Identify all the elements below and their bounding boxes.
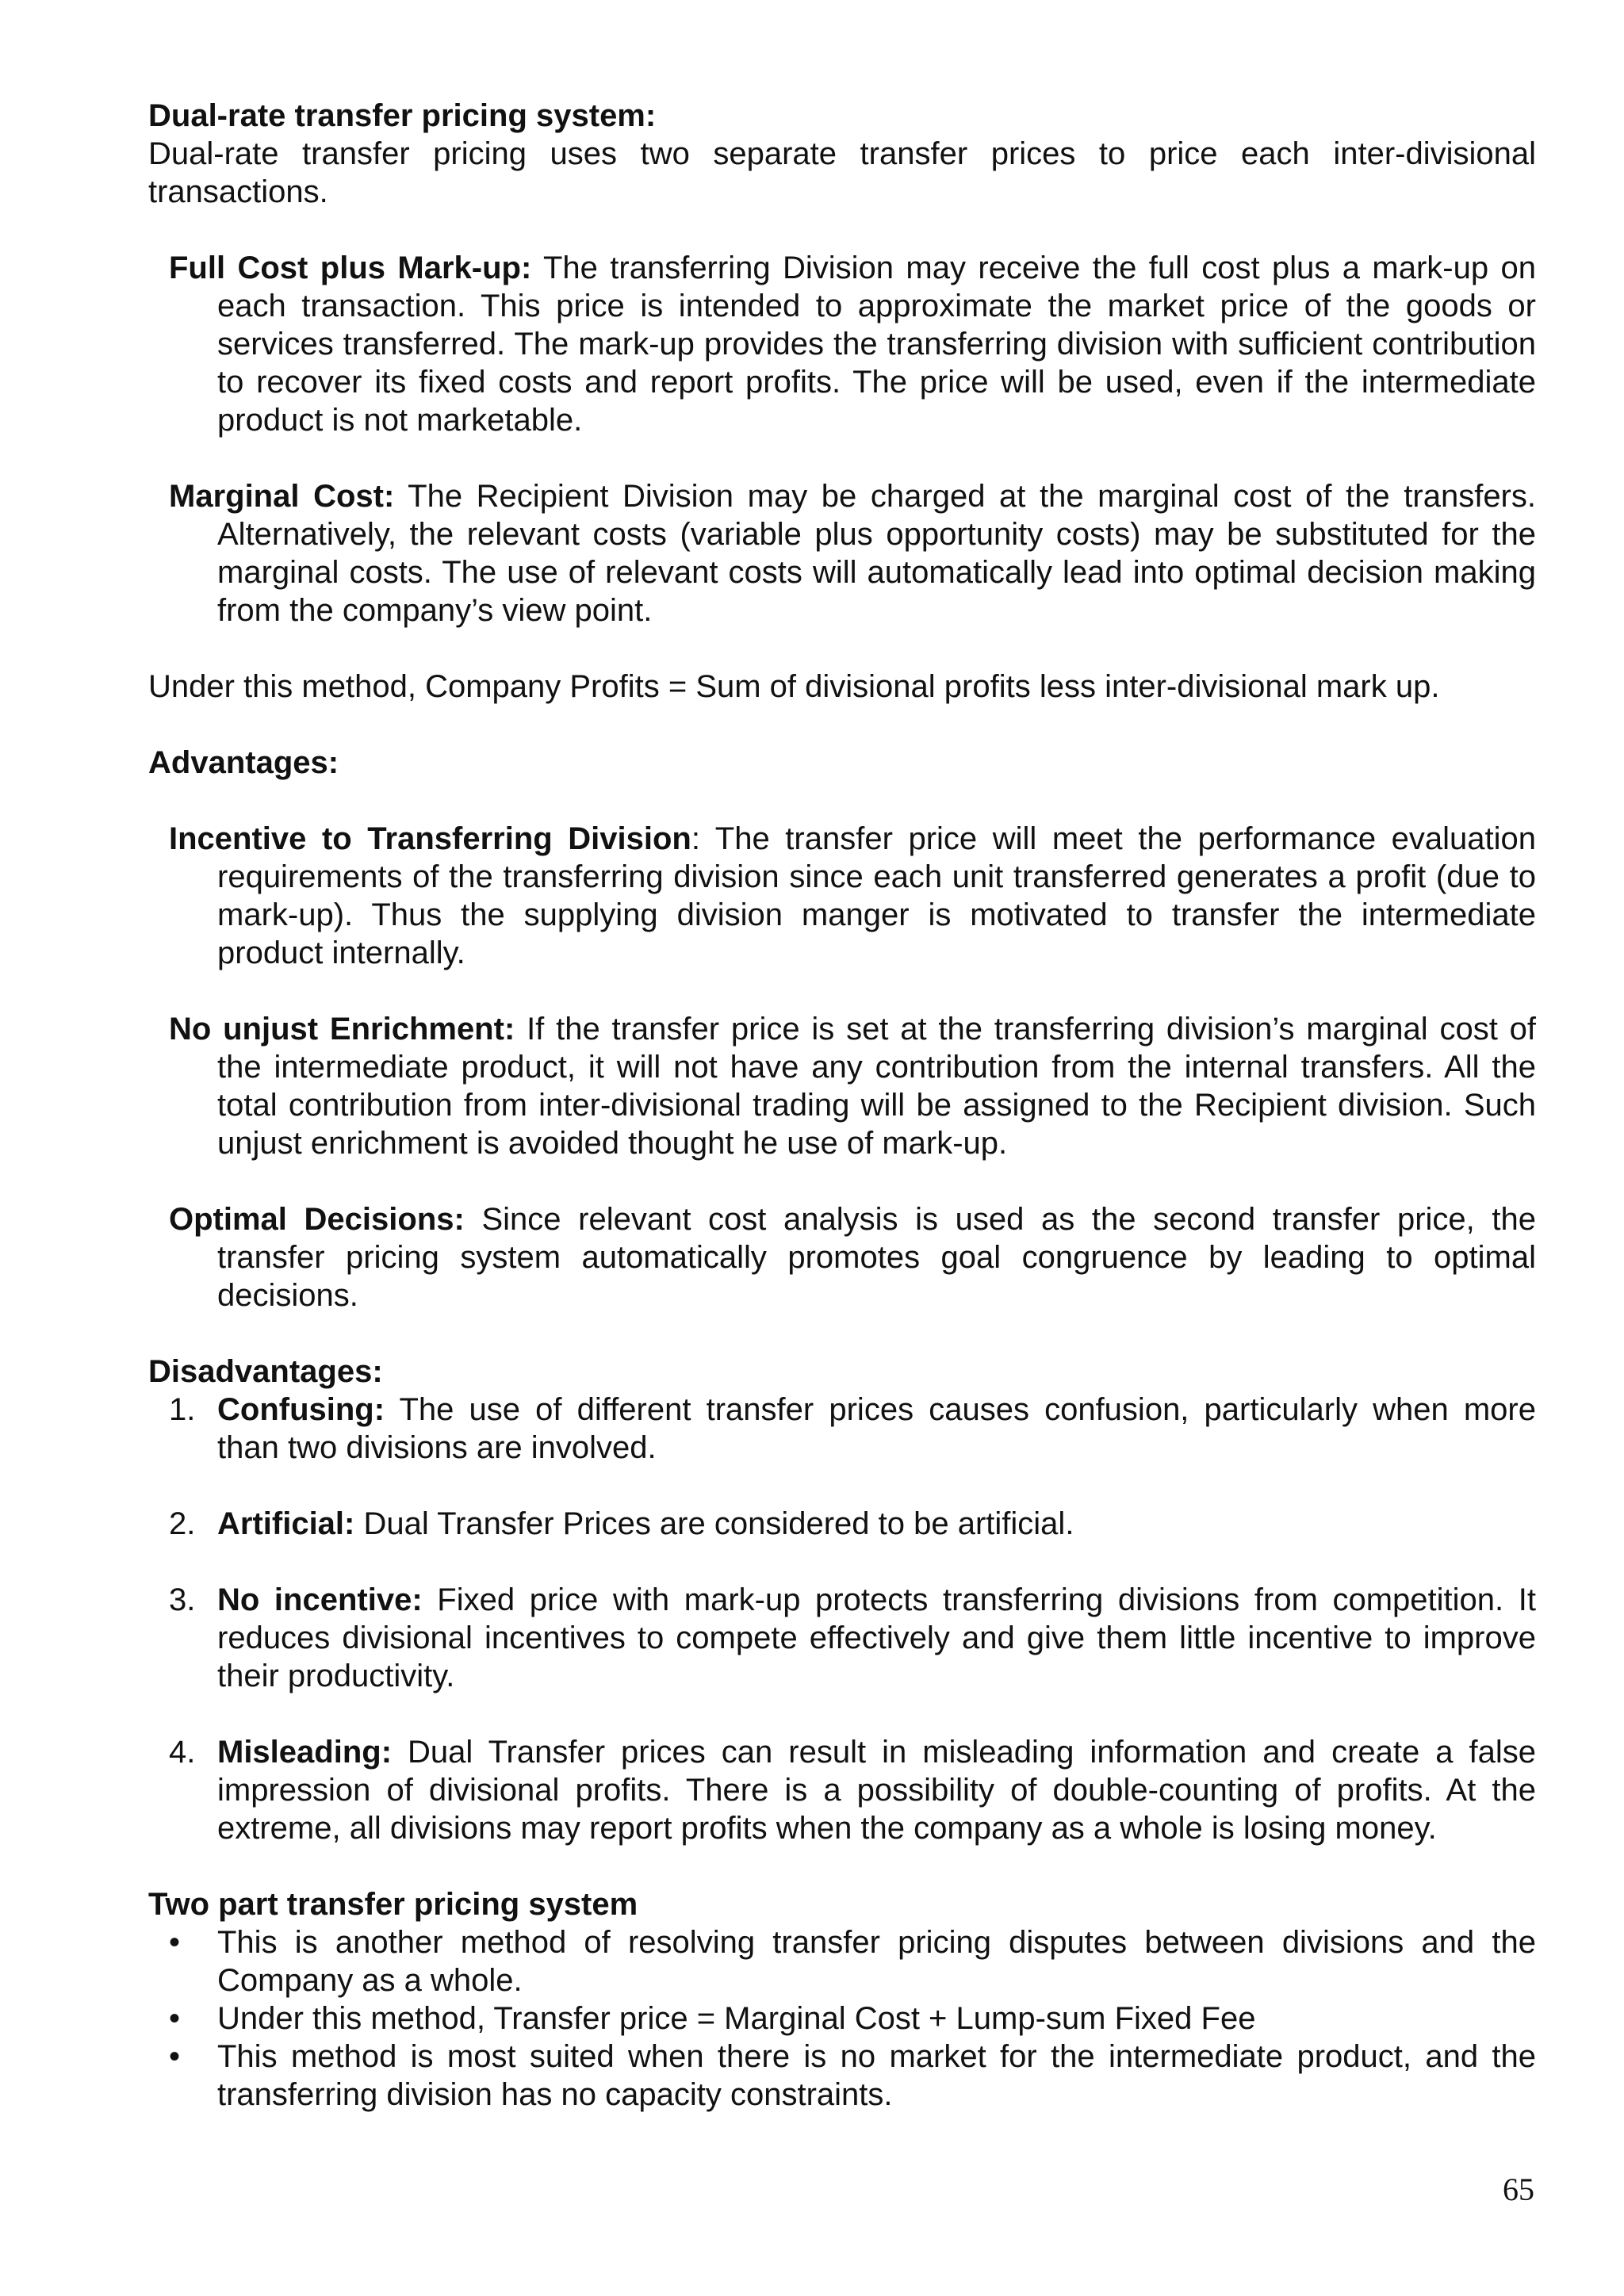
item-term: Full Cost plus Mark-up: (169, 251, 532, 285)
item-text: This method is most suited when there is no market for the intermediate product, and the transferring division has no capacity constraints. (217, 2039, 1536, 2112)
dual-rate-item-full-cost (169, 249, 1536, 439)
list-number: 2. (169, 1506, 196, 1541)
item-term: Optimal Decisions: (169, 1202, 465, 1237)
item-text: Dual Transfer Prices are considered to be artificial. (354, 1506, 1074, 1541)
list-number: 3. (169, 1582, 196, 1617)
disadvantages-list (148, 1391, 1536, 1847)
item-term: Misleading: (217, 1735, 393, 1770)
item-text: If the transfer price is set at the transferring division’s marginal cost of the intermediate product, it will not have any contribution from the internal transfers. All the total contribution from inter-divisional trading will be assigned to the Recipient division. Such unjust enrichment is avoided thought he use of mark-up. (217, 1012, 1536, 1161)
advantage-item-no-unjust-enrichment (169, 1010, 1536, 1162)
two-part-list (148, 1923, 1536, 2114)
page-content (148, 97, 1536, 2114)
advantage-item-optimal-decisions (169, 1200, 1536, 1314)
bullet-icon: • (169, 2039, 181, 2074)
item-text: Dual Transfer prices can result in misleading information and create a false impression of divisional profits. There is a possibility of double-counting of profits. At the extreme, all divisions may report profits when the company as a whole is losing money. (217, 1735, 1536, 1846)
advantage-item-incentive (169, 820, 1536, 972)
two-part-heading: Two part transfer pricing system (148, 1887, 638, 1922)
list-item (148, 1923, 1536, 1999)
list-number: 4. (169, 1735, 196, 1770)
advantages-heading: Advantages: (148, 745, 339, 780)
item-term: No unjust Enrichment: (169, 1012, 515, 1047)
dual-rate-heading: Dual-rate transfer pricing system: (148, 98, 657, 133)
list-item (148, 1505, 1536, 1543)
list-item (148, 1391, 1536, 1467)
disadvantages-heading: Disadvantages: (148, 1354, 383, 1389)
dual-rate-intro: Dual-rate transfer pricing uses two separate transfer prices to price each inter-divisional transactions. (148, 136, 1536, 209)
item-term: No incentive: (217, 1582, 423, 1617)
page-number: 65 (1503, 2172, 1534, 2207)
list-item (148, 1581, 1536, 1695)
item-text: The Recipient Division may be charged at the marginal cost of the transfers. Alternatively, the relevant costs (variable plus opportunity costs) may be substituted for the marginal costs. The use of relevant costs will automatically lead into optimal decision making from the company’s view point. (217, 479, 1536, 628)
bullet-icon: • (169, 2001, 181, 2036)
item-term: Incentive to Transferring Division (169, 821, 691, 856)
item-term: Marginal Cost: (169, 479, 395, 514)
list-item (148, 1733, 1536, 1847)
item-text: Since relevant cost analysis is used as the second transfer price, the transfer pricing system automatically promotes goal congruence by leading to optimal decisions. (217, 1202, 1537, 1313)
bullet-icon: • (169, 1925, 181, 1960)
item-text: : The transfer price will meet the performance evaluation requirements of the transferring division since each unit transferred generates a profit (due to mark-up). Thus the supplying division manger is motivated to transfer the intermediate product internally. (217, 821, 1536, 970)
list-number: 1. (169, 1392, 196, 1427)
list-item (148, 2038, 1536, 2114)
item-text: The use of different transfer prices causes confusion, particularly when more than two divisions are involved. (217, 1392, 1536, 1465)
item-text: Fixed price with mark-up protects transferring divisions from competition. It reduces divisional incentives to compete effectively and give them little incentive to improve their productivity. (217, 1582, 1536, 1693)
item-text: This is another method of resolving transfer pricing disputes between divisions and the Company as a whole. (217, 1925, 1536, 1998)
item-text: Under this method, Transfer price = Marginal Cost + Lump-sum Fixed Fee (217, 2001, 1256, 2036)
list-item (148, 1999, 1536, 2038)
item-term: Confusing: (217, 1392, 385, 1427)
item-term: Artificial: (217, 1506, 355, 1541)
method-note: Under this method, Company Profits = Sum of divisional profits less inter-divisional mark up. (148, 669, 1440, 704)
dual-rate-item-marginal-cost (169, 477, 1536, 629)
item-text: The transferring Division may receive the full cost plus a mark-up on each transaction. This price is intended to approximate the market price of the goods or services transferred. The mark-up provides the transferring division with sufficient contribution to recover its fixed costs and report profits. The price will be used, even if the intermediate product is not marketable. (217, 251, 1536, 438)
